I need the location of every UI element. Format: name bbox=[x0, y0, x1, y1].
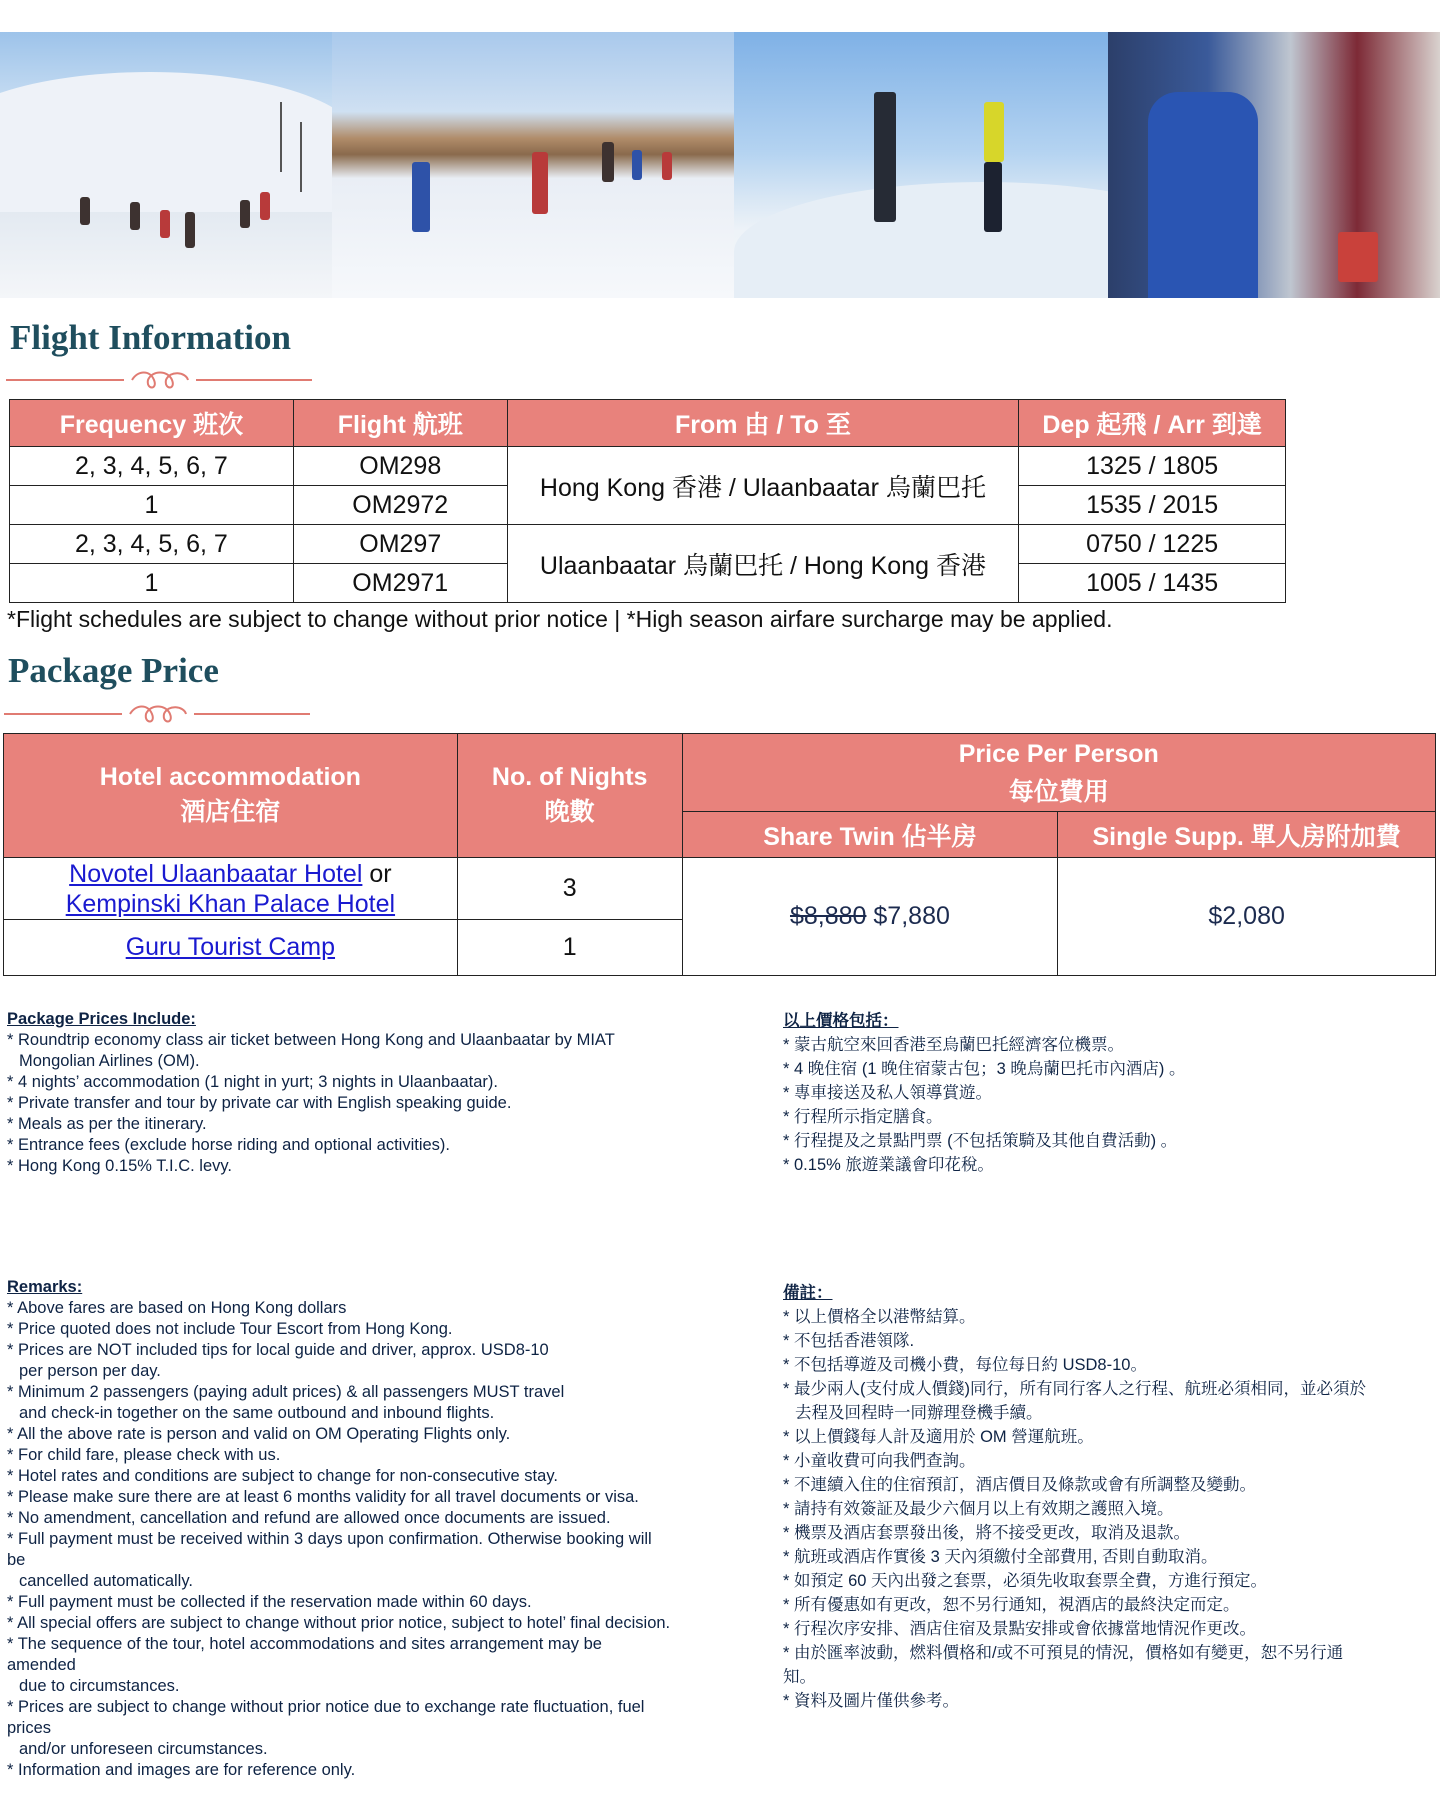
flight-note: *Flight schedules are subject to change without prior notice | *High season airfare surcharge may be applied. bbox=[7, 606, 1113, 632]
nights-cell: 1 bbox=[457, 920, 682, 976]
ski-slope-photo bbox=[0, 32, 332, 298]
list-item: * 航班或酒店作實後 3 天內須繳付全部費用, 否則自動取消。 bbox=[783, 1548, 1218, 1566]
col-share-twin: Share Twin 佔半房 bbox=[682, 812, 1058, 858]
child-ski-photo bbox=[332, 32, 734, 298]
remarks-zh bbox=[783, 1281, 1438, 1713]
list-item: * 以上價錢每人計及適用於 OM 營運航班。 bbox=[783, 1428, 1094, 1446]
time-cell: 0750 / 1225 bbox=[1019, 525, 1286, 564]
hotel-header-en: Hotel accommodation bbox=[99, 763, 361, 791]
list-item: * 小童收費可向我們查詢。 bbox=[783, 1452, 976, 1470]
flight-cell: OM2971 bbox=[293, 564, 507, 603]
list-item: * Full payment must be collected if the reservation made within 60 days. bbox=[7, 1593, 532, 1611]
list-item: * 所有優惠如有更改，恕不另行通知，視酒店的最終決定而定。 bbox=[783, 1596, 1240, 1614]
list-item: * All special offers are subject to change without prior notice, subject to hotel’ final decision. bbox=[7, 1614, 671, 1632]
flight-cell: OM298 bbox=[293, 447, 507, 486]
flight-cell: OM297 bbox=[293, 525, 507, 564]
new-price: $7,880 bbox=[873, 902, 950, 930]
frequency-cell: 1 bbox=[10, 486, 294, 525]
frequency-cell: 2, 3, 4, 5, 6, 7 bbox=[10, 525, 294, 564]
time-cell: 1005 / 1435 bbox=[1019, 564, 1286, 603]
col-hotel bbox=[4, 734, 458, 858]
col-dep-arr: Dep 起飛 / Arr 到達 bbox=[1019, 400, 1286, 447]
list-item: * No amendment, cancellation and refund are allowed once documents are issued. bbox=[7, 1509, 611, 1527]
frequency-cell: 1 bbox=[10, 564, 294, 603]
include-en-title: Package Prices Include: bbox=[7, 1010, 196, 1028]
list-item: * 行程提及之景點門票 (不包括策騎及其他自費活動) 。 bbox=[783, 1132, 1178, 1150]
time-cell: 1325 / 1805 bbox=[1019, 447, 1286, 486]
kempinski-link[interactable]: Kempinski Khan Palace Hotel bbox=[65, 889, 396, 918]
list-item: * 不連續入住的住宿預訂，酒店價目及條款或會有所調整及變動。 bbox=[783, 1476, 1257, 1494]
list-item: * Full payment must be received within 3 days upon confirmation. Otherwise booking will bbox=[7, 1530, 652, 1548]
remarks-en-title: Remarks: bbox=[7, 1278, 83, 1296]
table-row bbox=[10, 525, 1286, 564]
include-en bbox=[7, 1009, 767, 1177]
include-zh bbox=[783, 1009, 1433, 1177]
list-item: * 請持有效簽証及最少六個月以上有效期之護照入境。 bbox=[783, 1500, 1174, 1518]
list-item: * 4 晚住宿 (1 晚住宿蒙古包；3 晚烏蘭巴托市內酒店) 。 bbox=[783, 1060, 1186, 1078]
hotel-header-zh: 酒店住宿 bbox=[180, 798, 281, 826]
list-item: Mongolian Airlines (OM). bbox=[19, 1052, 200, 1070]
route-cell: Ulaanbaatar 烏蘭巴托 / Hong Kong 香港 bbox=[507, 525, 1019, 603]
list-item: be bbox=[7, 1551, 26, 1569]
list-item: * 4 nights’ accommodation (1 night in yurt; 3 nights in Ulaanbaatar). bbox=[7, 1073, 498, 1091]
frequency-cell: 2, 3, 4, 5, 6, 7 bbox=[10, 447, 294, 486]
cross-country-ski-photo bbox=[734, 32, 1108, 298]
include-zh-title: 以上價格包括： bbox=[783, 1012, 899, 1030]
hotel-cell bbox=[4, 858, 458, 920]
list-item: * 資料及圖片僅供參考。 bbox=[783, 1692, 960, 1710]
list-item: * Minimum 2 passengers (paying adult prices) & all passengers MUST travel bbox=[7, 1383, 565, 1401]
list-item: amended bbox=[7, 1656, 76, 1674]
list-item: * 不包括導遊及司機小費，每位每日約 USD8-10。 bbox=[783, 1356, 1147, 1374]
list-item: * 專車接送及私人領導賞遊。 bbox=[783, 1084, 993, 1102]
table-row bbox=[10, 447, 1286, 486]
list-item: per person per day. bbox=[19, 1362, 161, 1380]
list-item: * 不包括香港領隊. bbox=[783, 1332, 915, 1350]
package-section-title: Package Price bbox=[8, 651, 219, 690]
list-item: * 0.15% 旅遊業議會印花稅。 bbox=[783, 1156, 994, 1174]
list-item: * 蒙古航空來回香港至烏蘭巴托經濟客位機票。 bbox=[783, 1036, 1125, 1054]
list-item: * Price quoted does not include Tour Escort from Hong Kong. bbox=[7, 1320, 453, 1338]
nights-header-en: No. of Nights bbox=[491, 763, 648, 791]
time-cell: 1535 / 2015 bbox=[1019, 486, 1286, 525]
package-table bbox=[3, 733, 1436, 976]
list-item: * Roundtrip economy class air ticket between Hong Kong and Ulaanbaatar by MIAT bbox=[7, 1031, 615, 1049]
share-twin-price bbox=[682, 858, 1058, 976]
flight-cell: OM2972 bbox=[293, 486, 507, 525]
list-item: * 由於匯率波動，燃料價格和/或不可預見的情況，價格如有變更，恕不另行通 bbox=[783, 1644, 1344, 1662]
table-row bbox=[4, 858, 1436, 920]
list-item: * Information and images are for reference only. bbox=[7, 1761, 356, 1779]
nights-cell: 3 bbox=[457, 858, 682, 920]
col-price bbox=[682, 734, 1435, 812]
photo-strip bbox=[0, 32, 1440, 298]
price-header-en: Price Per Person bbox=[958, 739, 1159, 768]
list-item: prices bbox=[7, 1719, 52, 1737]
old-price: $8,880 bbox=[789, 902, 867, 930]
list-item: * The sequence of the tour, hotel accommodations and sites arrangement may be bbox=[7, 1635, 602, 1653]
title-ornament bbox=[4, 702, 310, 726]
list-item: * 以上價格全以港幣結算。 bbox=[783, 1308, 976, 1326]
list-item: * 機票及酒店套票發出後，將不接受更改，取消及退款。 bbox=[783, 1524, 1191, 1542]
list-item: 知。 bbox=[783, 1668, 816, 1686]
col-single-supp: Single Supp. 單人房附加費 bbox=[1058, 812, 1436, 858]
list-item: * For child fare, please check with us. bbox=[7, 1446, 281, 1464]
list-item: * 行程所示指定膳食。 bbox=[783, 1108, 943, 1126]
title-ornament bbox=[6, 368, 312, 392]
hotel-cell bbox=[4, 920, 458, 976]
list-item: cancelled automatically. bbox=[19, 1572, 193, 1590]
list-item: * 最少兩人(支付成人價錢)同行，所有同行客人之行程、航班必須相同，並必須於 bbox=[783, 1380, 1366, 1398]
list-item: 去程及回程時一同辦理登機手續。 bbox=[795, 1404, 1043, 1422]
list-item: * Please make sure there are at least 6 months validity for all travel documents or visa. bbox=[7, 1488, 639, 1506]
col-frequency: Frequency 班次 bbox=[10, 400, 294, 447]
list-item: due to circumstances. bbox=[19, 1677, 180, 1695]
col-route: From 由 / To 至 bbox=[507, 400, 1019, 447]
list-item: * Prices are subject to change without prior notice due to exchange rate fluctuation, fuel bbox=[7, 1698, 645, 1716]
nights-header-zh: 晚數 bbox=[544, 798, 595, 826]
novotel-link[interactable]: Novotel Ulaanbaatar Hotel bbox=[69, 859, 363, 888]
list-item: * Private transfer and tour by private car with English speaking guide. bbox=[7, 1094, 512, 1112]
list-item: * 如預定 60 天內出發之套票，必須先收取套票全費，方進行預定。 bbox=[783, 1572, 1268, 1590]
single-supp-price: $2,080 bbox=[1058, 858, 1436, 976]
route-cell: Hong Kong 香港 / Ulaanbaatar 烏蘭巴托 bbox=[507, 447, 1019, 525]
list-item: and/or unforeseen circumstances. bbox=[19, 1740, 268, 1758]
col-flight: Flight 航班 bbox=[293, 400, 507, 447]
list-item: and check-in together on the same outbound and inbound flights. bbox=[19, 1404, 495, 1422]
remarks-en bbox=[7, 1277, 767, 1781]
list-item: * Hotel rates and conditions are subject to change for non-consecutive stay. bbox=[7, 1467, 558, 1485]
list-item: * Entrance fees (exclude horse riding and optional activities). bbox=[7, 1136, 450, 1154]
list-item: * Prices are NOT included tips for local guide and driver, approx. USD8-10 bbox=[7, 1341, 549, 1359]
list-item: * All the above rate is person and valid on OM Operating Flights only. bbox=[7, 1425, 511, 1443]
list-item: * Above fares are based on Hong Kong dollars bbox=[7, 1299, 347, 1317]
remarks-zh-title: 備註： bbox=[783, 1284, 833, 1302]
list-item: * Meals as per the itinerary. bbox=[7, 1115, 207, 1133]
or-text: or bbox=[362, 859, 392, 888]
flight-table bbox=[9, 399, 1286, 603]
price-header-zh: 每位費用 bbox=[1008, 777, 1109, 806]
ski-rental-photo bbox=[1108, 32, 1440, 298]
list-item: * 行程次序安排、酒店住宿及景點安排或會依據當地情況作更改。 bbox=[783, 1620, 1257, 1638]
col-nights bbox=[457, 734, 682, 858]
flight-section-title: Flight Information bbox=[10, 318, 291, 357]
list-item: * Hong Kong 0.15% T.I.C. levy. bbox=[7, 1157, 233, 1175]
guru-camp-link[interactable]: Guru Tourist Camp bbox=[125, 933, 336, 961]
